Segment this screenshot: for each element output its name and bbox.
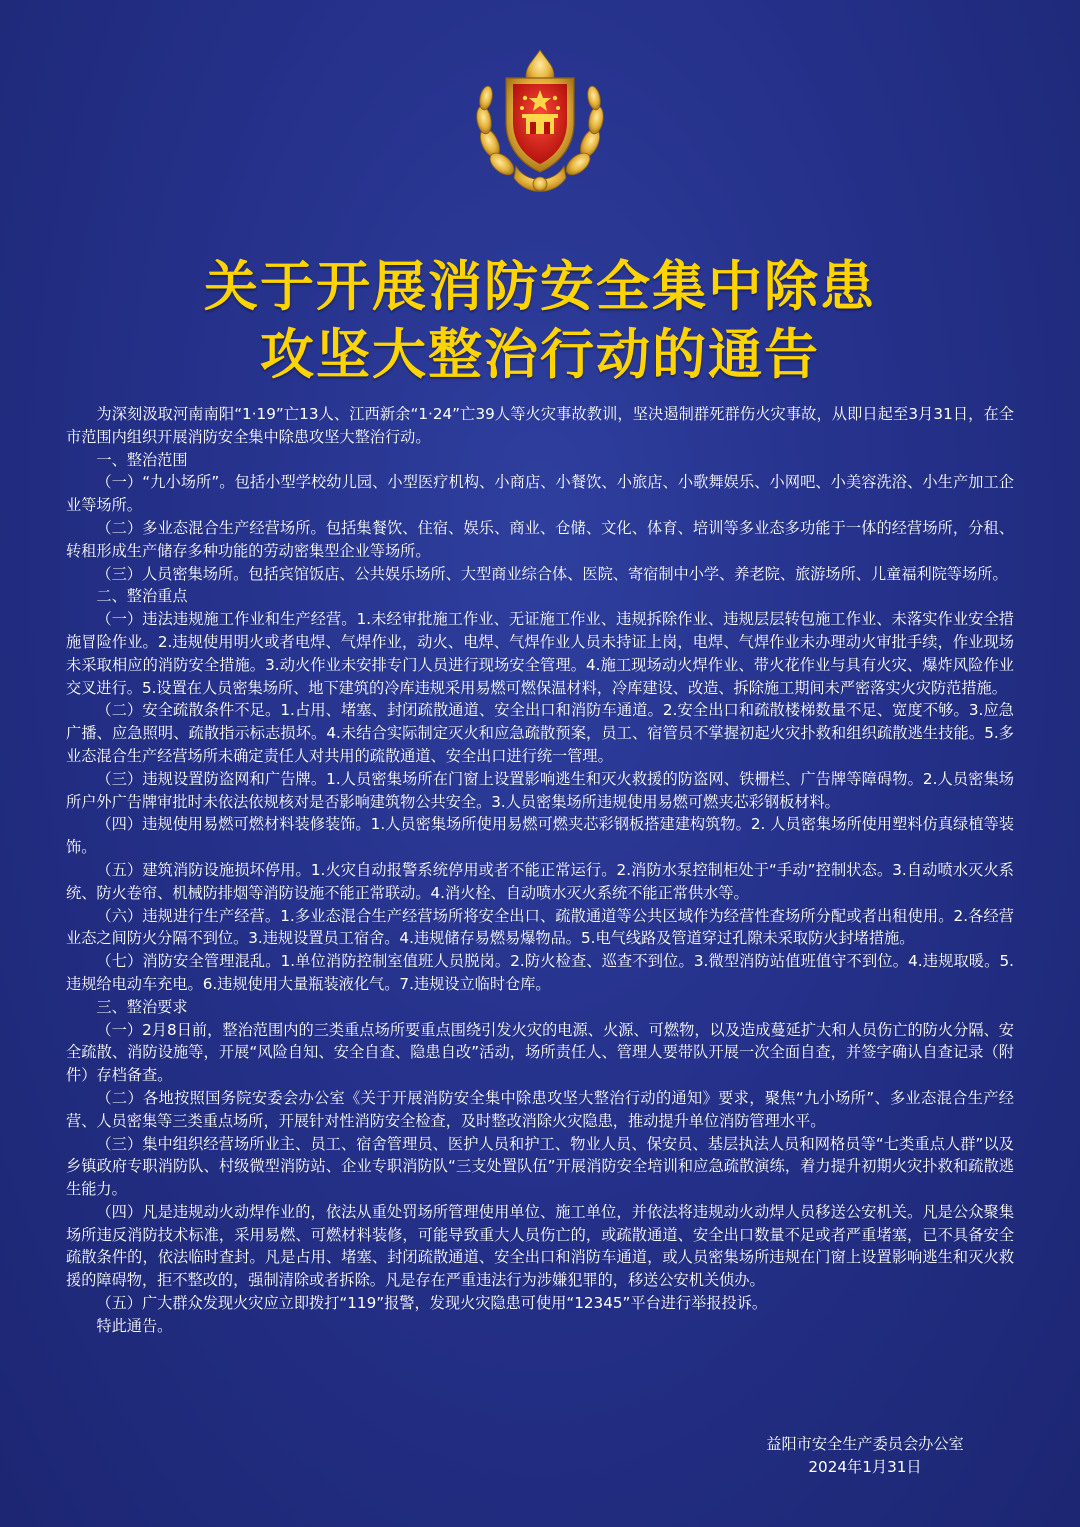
intro-paragraph: 为深刻汲取河南南阳“1·19”亡13人、江西新余“1·24”亡39人等火灾事故教训，坚决遏制群死群伤火灾事故，从即日起至3月31日，在全市范围内组织开展消防安全集中除患攻坚大整治行动。 <box>66 405 1014 446</box>
body-paragraph: （一）违法违规施工作业和生产经营。1.未经审批施工作业、无证施工作业、违规拆除作业、违规层层转包施工作业、未落实作业安全措施冒险作业。2.违规使用明火或者电焊、气焊作业，动火、电焊、气焊作业人员未持证上岗，电焊、气焊作业未办理动火审批手续，作业现场未采取相应的消防安全措施。3.动火作业未安排专门人员进行现场安全管理。4.施工现场动火焊作业、带火花作业与具有火灾、爆炸风险作业交叉进行。5.设置在人员密集场所、地下建筑的冷库违规采用易燃可燃保温材料，冷库建设、改造、拆除施工期间未严密落实火灾防范措施。 <box>66 610 1014 697</box>
body-paragraph: （一）2月8日前，整治范围内的三类重点场所要重点围绕引发火灾的电源、火源、可燃物，以及造成蔓延扩大和人员伤亡的防火分隔、安全疏散、消防设施等，开展“风险自知、安全自查、隐患自改”活动，场所责任人、管理人要带队开展一次全面自查，并签字确认自查记录（附件）存档备查。 <box>66 1020 1014 1085</box>
issue-date: 2024年1月31日 <box>808 1458 922 1476</box>
body-paragraph: （五）建筑消防设施损坏停用。1.火灾自动报警系统停用或者不能正常运行。2.消防水泵控制柜处于“手动”控制状态。3.自动喷水灭火系统、防火卷帘、机械防排烟等消防设施不能正常联动。4.消火栓、自动喷水灭火系统不能正常供水等。 <box>66 860 1014 902</box>
notice-body <box>66 403 1014 1338</box>
body-paragraph: （六）违规进行生产经营。1.多业态混合生产经营场所将安全出口、疏散通道等公共区域作为经营性查场所分配或者出租使用。2.各经营业态之间防火分隔不到位。3.违规设置员工宿舍。4.违规储存易燃易爆物品。5.电气线路及管道穿过孔隙未采取防火封堵措施。 <box>66 906 1014 948</box>
body-paragraph: （三）人员密集场所。包括宾馆饭店、公共娱乐场所、大型商业综合体、医院、寄宿制中小学、养老院、旅游场所、儿童福利院等场所。 <box>96 564 1008 583</box>
body-paragraph: （二）各地按照国务院安委会办公室《关于开展消防安全集中除患攻坚大整治行动的通知》要求，聚焦“九小场所”、多业态混合生产经营、人员密集等三类重点场所，开展针对性消防安全检查，及时整改消除火灾隐患，推动提升单位消防管理水平。 <box>66 1088 1014 1130</box>
section-heading: 三、整治要求 <box>96 997 188 1016</box>
section-heading: 一、整治范围 <box>96 450 188 469</box>
closing-line: 特此通告。 <box>96 1316 173 1335</box>
body-paragraph: （二）安全疏散条件不足。1.占用、堵塞、封闭疏散通道、安全出口和消防车通道。2.安全出口和疏散楼梯数量不足、宽度不够。3.应急广播、应急照明、疏散指示标志损坏。4.未结合实际制定灭火和应急疏散预案，员工、宿管员不掌握初起火灾扑救和组织疏散逃生技能。5.多业态混合生产经营场所未确定责任人对共用的疏散通道、安全出口进行统一管理。 <box>66 701 1014 765</box>
section-heading: 二、整治重点 <box>96 587 188 606</box>
issuing-organization: 益阳市安全生产委员会办公室 <box>766 1435 964 1453</box>
body-paragraph: （一）“九小场所”。包括小型学校幼儿园、小型医疗机构、小商店、小餐饮、小旅店、小歌舞娱乐、小网吧、小美容洗浴、小生产加工企业等场所。 <box>66 473 1014 515</box>
body-paragraph: （三）违规设置防盗网和广告牌。1.人员密集场所在门窗上设置影响逃生和灭火救援的防盗网、铁栅栏、广告牌等障碍物。2.人员密集场所户外广告牌审批时未依法依规核对是否影响建筑物公共安全。3.人员密集场所违规使用易燃可燃夹芯彩钢板材料。 <box>66 769 1014 811</box>
body-paragraph: （四）凡是违规动火动焊作业的，依法从重处罚场所管理使用单位、施工单位，并依法将违规动火动焊人员移送公安机关。凡是公众聚集场所违反消防技术标准，采用易燃、可燃材料装修，可能导致重大人员伤亡的，或疏散通道、安全出口数量不足或者严重堵塞，已不具备安全疏散条件的，依法临时查封。凡是占用、堵塞、封闭疏散通道、安全出口和消防车通道，或人员密集场所违规在门窗上设置影响逃生和灭火救援的障碍物，拒不整改的，强制清除或者拆除。凡是存在严重违法行为涉嫌犯罪的，移送公安机关侦办。 <box>66 1202 1014 1290</box>
body-paragraph: （五）广大群众发现火灾应立即拨打“119”报警，发现火灾隐患可使用“12345”平台进行举报投诉。 <box>96 1294 768 1313</box>
notice-title-line2: 攻坚大整治行动的通告 <box>260 322 820 386</box>
notice-title-line1: 关于开展消防安全集中除患 <box>204 254 876 318</box>
body-paragraph: （二）多业态混合生产经营场所。包括集餐饮、住宿、娱乐、商业、仓储、文化、体育、培训等多业态多功能于一体的经营场所，分租、转租形成生产储存多种功能的劳动密集型企业等场所。 <box>66 518 1014 560</box>
body-paragraph: （七）消防安全管理混乱。1.单位消防控制室值班人员脱岗。2.防火检查、巡查不到位。3.微型消防站值班值守不到位。4.违规取暖。5.违规给电动车充电。6.违规使用大量瓶装液化气。7.违规设立临时仓库。 <box>66 952 1014 993</box>
body-paragraph: （三）集中组织经营场所业主、员工、宿舍管理员、医护人员和护工、物业人员、保安员、基层执法人员和网格员等“七类重点人群”以及乡镇政府专职消防队、村级微型消防站、企业专职消防队“三支处置队伍”开展消防安全培训和应急疏散演练，着力提升初期火灾扑救和疏散逃生能力。 <box>66 1134 1014 1199</box>
body-paragraph: （四）违规使用易燃可燃材料装修装饰。1.人员密集场所使用易燃可燃夹芯彩钢板搭建建构筑物。2. 人员密集场所使用塑料仿真绿植等装饰。 <box>66 815 1014 857</box>
fire-rescue-emblem <box>470 48 610 200</box>
